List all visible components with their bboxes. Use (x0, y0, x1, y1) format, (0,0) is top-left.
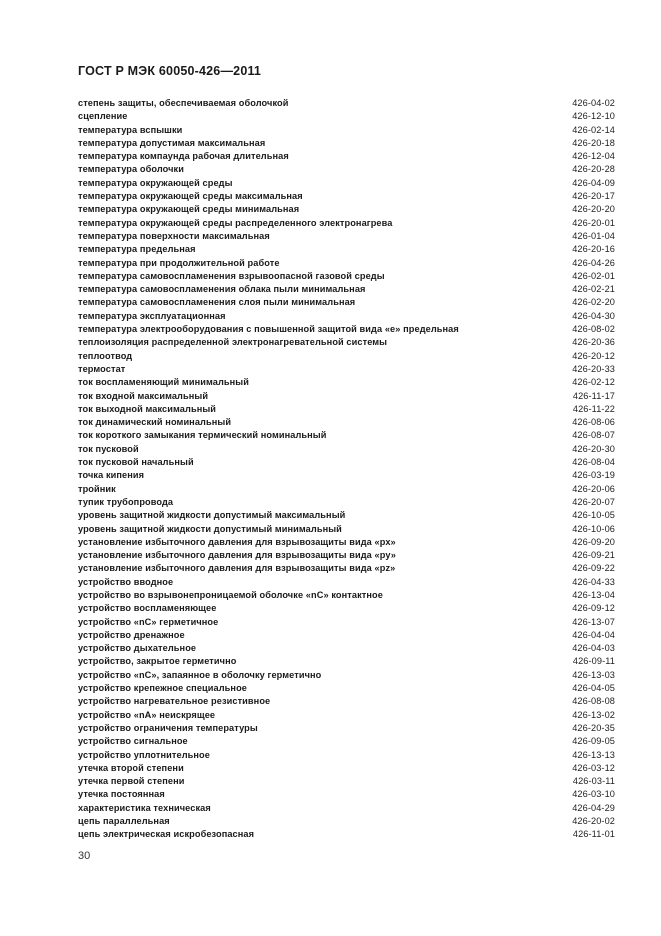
index-term: установление избыточного давления для взрывозащиты вида «рх» (78, 536, 396, 547)
index-entry (78, 695, 615, 708)
index-entry (78, 669, 615, 682)
index-entry (78, 722, 615, 735)
index-term: теплоотвод (78, 350, 133, 361)
index-term: температура поверхности максимальная (78, 230, 270, 241)
index-term: цепь параллельная (78, 816, 170, 827)
index-entry (78, 416, 615, 429)
index-term: тупик трубопровода (78, 496, 174, 507)
index-entry (78, 323, 615, 336)
index-term: тройник (78, 483, 116, 494)
index-code: 426-20-33 (572, 363, 615, 374)
index-code: 426-13-02 (572, 709, 615, 720)
index-code: 426-03-12 (572, 762, 615, 773)
index-code: 426-11-01 (572, 829, 615, 840)
index-code: 426-11-22 (572, 403, 615, 414)
index-term: температура эксплуатационная (78, 310, 226, 321)
index-code: 426-20-06 (572, 483, 615, 494)
index-term: уровень защитной жидкости допустимый максимальный (78, 510, 346, 521)
index-code: 426-10-05 (572, 510, 615, 521)
index-code: 426-02-14 (572, 124, 615, 135)
index-entry (78, 190, 615, 203)
index-code: 426-12-04 (572, 151, 615, 162)
index-term: ток входной максимальный (78, 390, 209, 401)
index-entry (78, 217, 615, 230)
index-entry (78, 589, 615, 602)
index-entry (78, 802, 615, 815)
index-entry (78, 403, 615, 416)
index-term: ток пусковой (78, 443, 139, 454)
index-code: 426-04-04 (572, 629, 615, 640)
index-term: температура окружающей среды минимальная (78, 204, 300, 215)
index-code: 426-03-19 (572, 470, 615, 481)
index-term: установление избыточного давления для взрывозащиты вида «pz» (78, 563, 396, 574)
index-term: теплоизоляция распределенной электронагревательной системы (78, 337, 388, 348)
index-entry (78, 110, 615, 123)
index-term: устройство «nA» неискрящее (78, 709, 216, 720)
index-term: температура вспышки (78, 124, 183, 135)
index-entry (78, 270, 615, 283)
index-entry (78, 163, 615, 176)
index-code: 426-09-20 (572, 536, 615, 547)
index-code: 426-12-10 (572, 111, 615, 122)
index-entry (78, 775, 615, 788)
index-entry (78, 310, 615, 323)
index-term: устройство воспламеняющее (78, 603, 217, 614)
index-entry (78, 336, 615, 349)
page-number: 30 (78, 850, 91, 862)
index-code: 426-04-02 (572, 98, 615, 108)
index-code: 426-09-12 (572, 603, 615, 614)
index-code: 426-03-11 (572, 776, 615, 787)
index-entry (78, 562, 615, 575)
index-term: утечка постоянная (78, 789, 165, 800)
index-term: устройство «nC», запаянное в оболочку герметично (78, 669, 322, 680)
index-entry (78, 363, 615, 376)
index-entry (78, 788, 615, 801)
index-entry (78, 390, 615, 403)
index-code: 426-20-02 (572, 816, 615, 827)
index-entry (78, 523, 615, 536)
index-entry (78, 655, 615, 668)
index-term: ток выходной максимальный (78, 403, 217, 414)
index-code: 426-20-12 (572, 350, 615, 361)
index-term: устройство сигнальное (78, 736, 188, 747)
index-code: 426-09-05 (572, 736, 615, 747)
index-code: 426-13-03 (572, 669, 615, 680)
index-term: установление избыточного давления для взрывозащиты вида «ру» (78, 550, 396, 561)
index-term: точка кипения (78, 470, 145, 481)
index-code: 426-04-09 (572, 177, 615, 188)
index-code: 426-02-20 (572, 297, 615, 308)
index-code: 426-04-26 (572, 257, 615, 268)
index-term: уровень защитной жидкости допустимый минимальный (78, 523, 342, 534)
index-entry (78, 137, 615, 150)
index-term: температура самовоспламенения слоя пыли минимальная (78, 297, 356, 308)
index-term: сцепление (78, 111, 128, 122)
index-term: температура окружающей среды (78, 177, 233, 188)
index-term: устройство во взрывонепроницаемой оболочке «nC» контактное (78, 589, 383, 600)
index-entry (78, 177, 615, 190)
index-code: 426-08-04 (572, 457, 615, 468)
index-code: 426-20-18 (572, 137, 615, 148)
index-entry (78, 629, 615, 642)
index-term: характеристика техническая (78, 802, 211, 813)
index-code: 426-11-17 (572, 390, 615, 401)
index-entry (78, 230, 615, 243)
index-term: термостат (78, 363, 126, 374)
index-term: температура самовоспламенения взрывоопасной газовой среды (78, 270, 385, 281)
index-code: 426-04-05 (572, 683, 615, 694)
index-entry (78, 549, 615, 562)
index-entry (78, 762, 615, 775)
index-entry (78, 456, 615, 469)
index-entry (78, 483, 615, 496)
index-entry (78, 350, 615, 363)
index-code: 426-09-21 (572, 550, 615, 561)
index-term: устройство крепежное специальное (78, 683, 247, 694)
index-entry (78, 815, 615, 828)
index-term: устройство дыхательное (78, 643, 197, 654)
index-code: 426-20-35 (572, 722, 615, 733)
index-entry (78, 469, 615, 482)
index-entry (78, 709, 615, 722)
index-entry (78, 509, 615, 522)
index-term: температура окружающей среды распределенного электронагрева (78, 217, 393, 228)
index-term: ток воспламеняющий минимальный (78, 377, 249, 388)
index-entry (78, 828, 615, 841)
index-term: температура компаунда рабочая длительная (78, 151, 289, 162)
index-term: утечка первой степени (78, 776, 185, 787)
index-term: устройство уплотнительное (78, 749, 210, 760)
index-code: 426-08-02 (572, 324, 615, 335)
index-entry (78, 576, 615, 589)
index-term: температура предельная (78, 244, 196, 255)
index-entry (78, 749, 615, 762)
index-entry (78, 682, 615, 695)
index-entry (78, 536, 615, 549)
index-code: 426-02-12 (572, 377, 615, 388)
index-term: утечка второй степени (78, 762, 184, 773)
index-entry (78, 124, 615, 137)
index-term: температура электрооборудования с повышенной защитой вида «е» предельная (78, 324, 459, 335)
index-term: устройство ограничения температуры (78, 722, 258, 733)
index-entry (78, 616, 615, 629)
index-term: устройство «nC» герметичное (78, 616, 219, 627)
index-term: степень защиты, обеспечиваемая оболочкой (78, 98, 289, 108)
index-entry (78, 97, 615, 110)
index-term: температура самовоспламенения облака пыли минимальная (78, 284, 366, 295)
index-entry (78, 429, 615, 442)
index-code: 426-09-22 (572, 563, 615, 574)
index-code: 426-13-07 (572, 616, 615, 627)
index-code: 426-08-08 (572, 696, 615, 707)
index-code: 426-13-13 (572, 749, 615, 760)
index-entry (78, 283, 615, 296)
index-entry (78, 376, 615, 389)
index-code: 426-20-30 (572, 443, 615, 454)
index-code: 426-20-01 (572, 217, 615, 228)
index-term: температура оболочки (78, 164, 185, 175)
index-term: устройство дренажное (78, 629, 185, 640)
index-code: 426-04-30 (572, 310, 615, 321)
index-entry (78, 443, 615, 456)
index-entry (78, 203, 615, 216)
index-term: устройство, закрытое герметично (78, 656, 237, 667)
index-term: температура допустимая максимальная (78, 137, 266, 148)
index-entry (78, 150, 615, 163)
index-code: 426-04-29 (572, 802, 615, 813)
index-entry (78, 735, 615, 748)
index-code: 426-20-17 (572, 191, 615, 202)
index-code: 426-20-16 (572, 244, 615, 255)
index-term: цепь электрическая искробезопасная (78, 829, 255, 840)
index-term: температура при продолжительной работе (78, 257, 280, 268)
index-entry (78, 296, 615, 309)
index-code: 426-01-04 (572, 230, 615, 241)
index-code: 426-08-06 (572, 417, 615, 428)
index-code: 426-20-36 (572, 337, 615, 348)
index-term: устройство вводное (78, 576, 174, 587)
index-code: 426-09-11 (572, 656, 615, 667)
index-term: ток динамический номинальный (78, 417, 232, 428)
index-term: ток пусковой начальный (78, 457, 194, 468)
index-term: устройство нагревательное резистивное (78, 696, 271, 707)
index-entry (78, 243, 615, 256)
index-code: 426-20-07 (572, 496, 615, 507)
index-entry (78, 257, 615, 270)
index-code: 426-02-21 (572, 284, 615, 295)
index-entry (78, 496, 615, 509)
index-entry (78, 642, 615, 655)
index-term: ток короткого замыкания термический номинальный (78, 430, 327, 441)
index-code: 426-03-10 (572, 789, 615, 800)
document-header-title: ГОСТ Р МЭК 60050-426—2011 (78, 64, 262, 78)
index-code: 426-02-01 (572, 270, 615, 281)
index-code: 426-08-07 (572, 430, 615, 441)
index-code: 426-20-28 (572, 164, 615, 175)
index-code: 426-13-04 (572, 589, 615, 600)
index-code: 426-04-03 (572, 643, 615, 654)
index-code: 426-20-20 (572, 204, 615, 215)
index-entry (78, 602, 615, 615)
index-code: 426-10-06 (572, 523, 615, 534)
index-term: температура окружающей среды максимальная (78, 191, 303, 202)
term-index-list (78, 97, 615, 842)
index-code: 426-04-33 (572, 576, 615, 587)
